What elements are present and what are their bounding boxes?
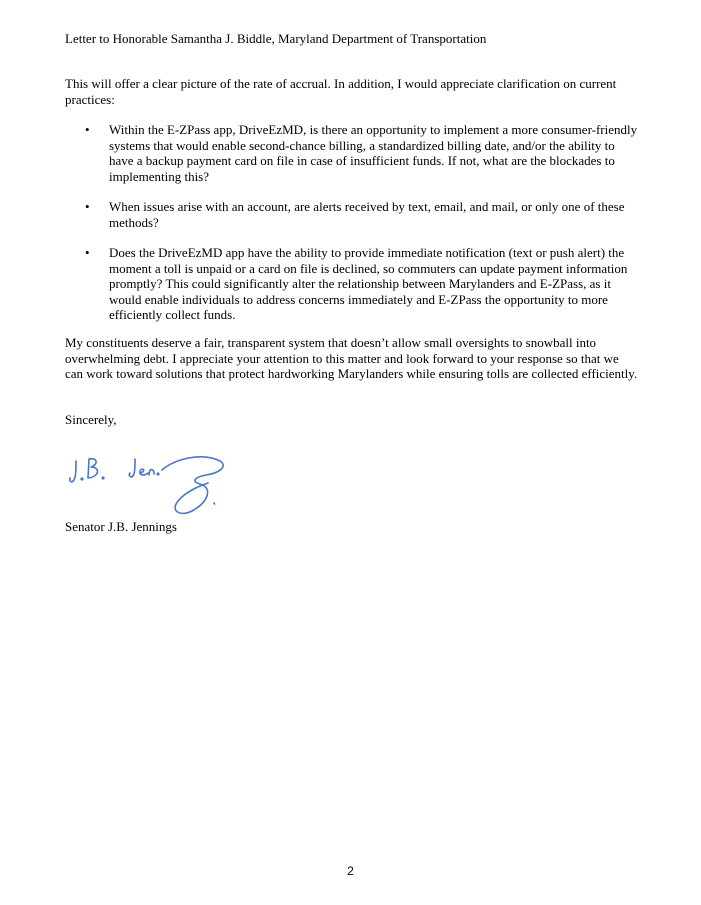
- closing-paragraph: My constituents deserve a fair, transparent system that doesn’t allow small oversights to snowball into overwhelming debt. I appreciate your attention to this matter and look forward to your response so that we can work toward solutions that protect hardworking Marylanders while ensuring tolls are collected efficiently.: [65, 335, 638, 381]
- intro-paragraph: This will offer a clear picture of the rate of accrual. In addition, I would appreciate clarification on current practices:: [65, 76, 617, 107]
- list-item-text: Does the DriveEzMD app have the ability to provide immediate notification (text or push alert) the moment a toll is unpaid or a card on file is declined, so commuters can update payment information promptly? This could significantly alter the relationship between Marylanders and E-ZPass, as it would enable individuals to address concerns immediately and E-ZPass the opportunity to more efficiently collect funds.: [109, 245, 628, 322]
- signer-name: Senator J.B. Jennings: [65, 519, 177, 534]
- list-item-text: Within the E-ZPass app, DriveEzMD, is there an opportunity to implement a more consumer-friendly systems that would enable second-chance billing, a standardized billing date, and/or the ability to have a backup payment card on file in case of insufficient funds. If not, what are the blockades to implementing this?: [109, 122, 638, 184]
- bullet-icon: •: [85, 122, 90, 137]
- list-item: [65, 199, 640, 230]
- list-item: [65, 122, 640, 184]
- list-item-text: When issues arise with an account, are alerts received by text, email, and mail, or only one of these methods?: [109, 199, 625, 230]
- question-list: [65, 122, 640, 338]
- handwritten-signature: [62, 445, 232, 520]
- bullet-icon: •: [85, 199, 90, 214]
- page-number: 2: [347, 864, 354, 878]
- salutation: Sincerely,: [65, 412, 117, 427]
- list-item: [65, 245, 640, 323]
- bullet-icon: •: [85, 245, 90, 260]
- letter-header: Letter to Honorable Samantha J. Biddle, Maryland Department of Transportation: [65, 31, 487, 46]
